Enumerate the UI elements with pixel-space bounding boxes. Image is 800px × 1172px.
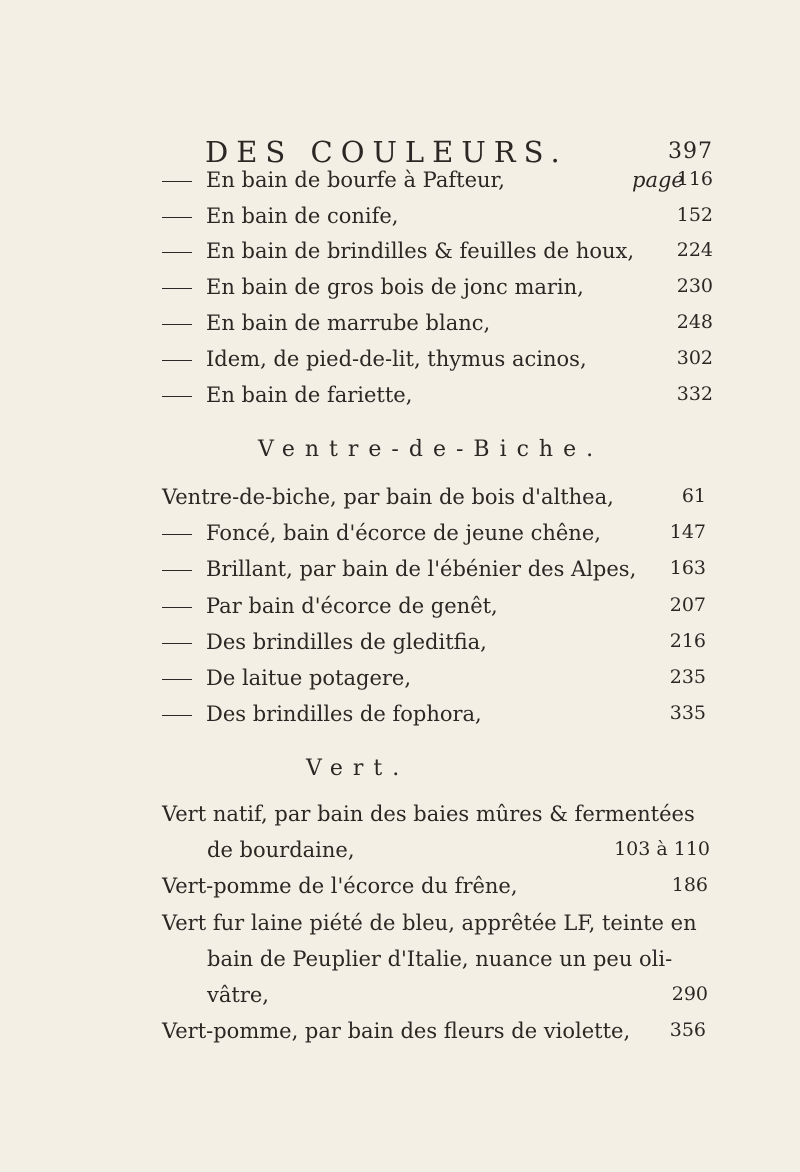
entry-text: Brillant, par bain de l'ébénier des Alpes, bbox=[206, 557, 637, 581]
list-item bbox=[0, 275, 800, 305]
list-item bbox=[0, 838, 800, 868]
entry-page: 290 bbox=[671, 983, 708, 1005]
entry-page: 248 bbox=[676, 311, 713, 333]
entry-text: En bain de bourfe à Pafteur, bbox=[206, 168, 505, 192]
list-item bbox=[0, 702, 800, 732]
entry-page: 116 bbox=[676, 168, 713, 190]
em-dash bbox=[162, 360, 192, 361]
list-item bbox=[0, 874, 800, 904]
list-item bbox=[0, 311, 800, 341]
entry-page: 186 bbox=[671, 874, 708, 896]
list-item bbox=[0, 630, 800, 660]
entry-text: En bain de marrube blanc, bbox=[206, 311, 491, 335]
list-item bbox=[0, 947, 800, 977]
entry-page: 163 bbox=[669, 557, 706, 579]
em-dash bbox=[162, 643, 192, 644]
em-dash bbox=[162, 324, 192, 325]
em-dash bbox=[162, 288, 192, 289]
entry-text: Des brindilles de gleditfia, bbox=[206, 630, 487, 654]
page-label: page bbox=[632, 168, 684, 192]
entry-page: 302 bbox=[676, 347, 713, 369]
em-dash bbox=[162, 607, 192, 608]
entry-text: vâtre, bbox=[207, 983, 269, 1007]
list-item bbox=[0, 983, 800, 1013]
heading-text: Ventre-de-Biche. bbox=[258, 437, 604, 462]
entry-page: 356 bbox=[669, 1019, 706, 1041]
list-item bbox=[0, 168, 800, 198]
header-title: DES COULEURS. bbox=[205, 135, 568, 169]
entry-page: 216 bbox=[669, 630, 706, 652]
list-item bbox=[0, 594, 800, 624]
em-dash bbox=[162, 217, 192, 218]
section-heading bbox=[306, 756, 409, 781]
entry-text: En bain de brindilles & feuilles de houx, bbox=[206, 239, 635, 263]
list-item bbox=[0, 383, 800, 413]
entry-text: De laitue potagere, bbox=[206, 666, 412, 690]
entry-text: Vert-pomme, par bain des fleurs de violette, bbox=[162, 1019, 631, 1043]
entry-text: Par bain d'écorce de genêt, bbox=[206, 594, 498, 618]
em-dash bbox=[162, 252, 192, 253]
running-header bbox=[205, 135, 713, 169]
entry-text: Vert natif, par bain des baies mûres & fermentées bbox=[162, 802, 695, 826]
entry-text: Idem, de pied-de-lit, thymus acinos, bbox=[206, 347, 587, 371]
entry-page: 335 bbox=[669, 702, 706, 724]
entry-page: 103 à 110 bbox=[614, 838, 710, 860]
heading-text: Vert. bbox=[306, 756, 410, 781]
entry-text: En bain de conife, bbox=[206, 204, 399, 228]
list-item bbox=[0, 485, 800, 515]
entry-page: 147 bbox=[669, 521, 706, 543]
entry-text: Ventre-de-biche, par bain de bois d'althea, bbox=[162, 485, 614, 509]
entry-text: En bain de gros bois de jonc marin, bbox=[206, 275, 584, 299]
page-number: 397 bbox=[668, 139, 713, 164]
em-dash bbox=[162, 715, 192, 716]
em-dash bbox=[162, 181, 192, 182]
entry-text: Vert fur laine piété de bleu, apprêtée LF, teinte en bbox=[162, 911, 697, 935]
entry-text: Foncé, bain d'écorce de jeune chêne, bbox=[206, 521, 601, 545]
list-item bbox=[0, 347, 800, 377]
entry-text: bain de Peuplier d'Italie, nuance un peu oli- bbox=[207, 947, 673, 971]
entry-text: En bain de fariette, bbox=[206, 383, 413, 407]
list-item bbox=[0, 204, 800, 234]
em-dash bbox=[162, 570, 192, 571]
em-dash bbox=[162, 534, 192, 535]
em-dash bbox=[162, 396, 192, 397]
list-item bbox=[0, 1019, 800, 1049]
entry-text: de bourdaine, bbox=[207, 838, 355, 862]
list-item bbox=[0, 239, 800, 269]
entry-page: 207 bbox=[669, 594, 706, 616]
list-item bbox=[0, 802, 800, 832]
entry-page: 152 bbox=[676, 204, 713, 226]
list-item bbox=[0, 521, 800, 551]
list-item bbox=[0, 666, 800, 696]
list-item bbox=[0, 557, 800, 587]
entry-page: 235 bbox=[669, 666, 706, 688]
entry-text: Vert-pomme de l'écorce du frêne, bbox=[162, 874, 518, 898]
entry-page: 332 bbox=[676, 383, 713, 405]
entry-text: Des brindilles de fophora, bbox=[206, 702, 482, 726]
list-item bbox=[0, 911, 800, 941]
section-heading bbox=[258, 437, 603, 462]
entry-page: 230 bbox=[676, 275, 713, 297]
entry-page: 224 bbox=[676, 239, 713, 261]
em-dash bbox=[162, 679, 192, 680]
entry-page: 61 bbox=[681, 485, 706, 507]
